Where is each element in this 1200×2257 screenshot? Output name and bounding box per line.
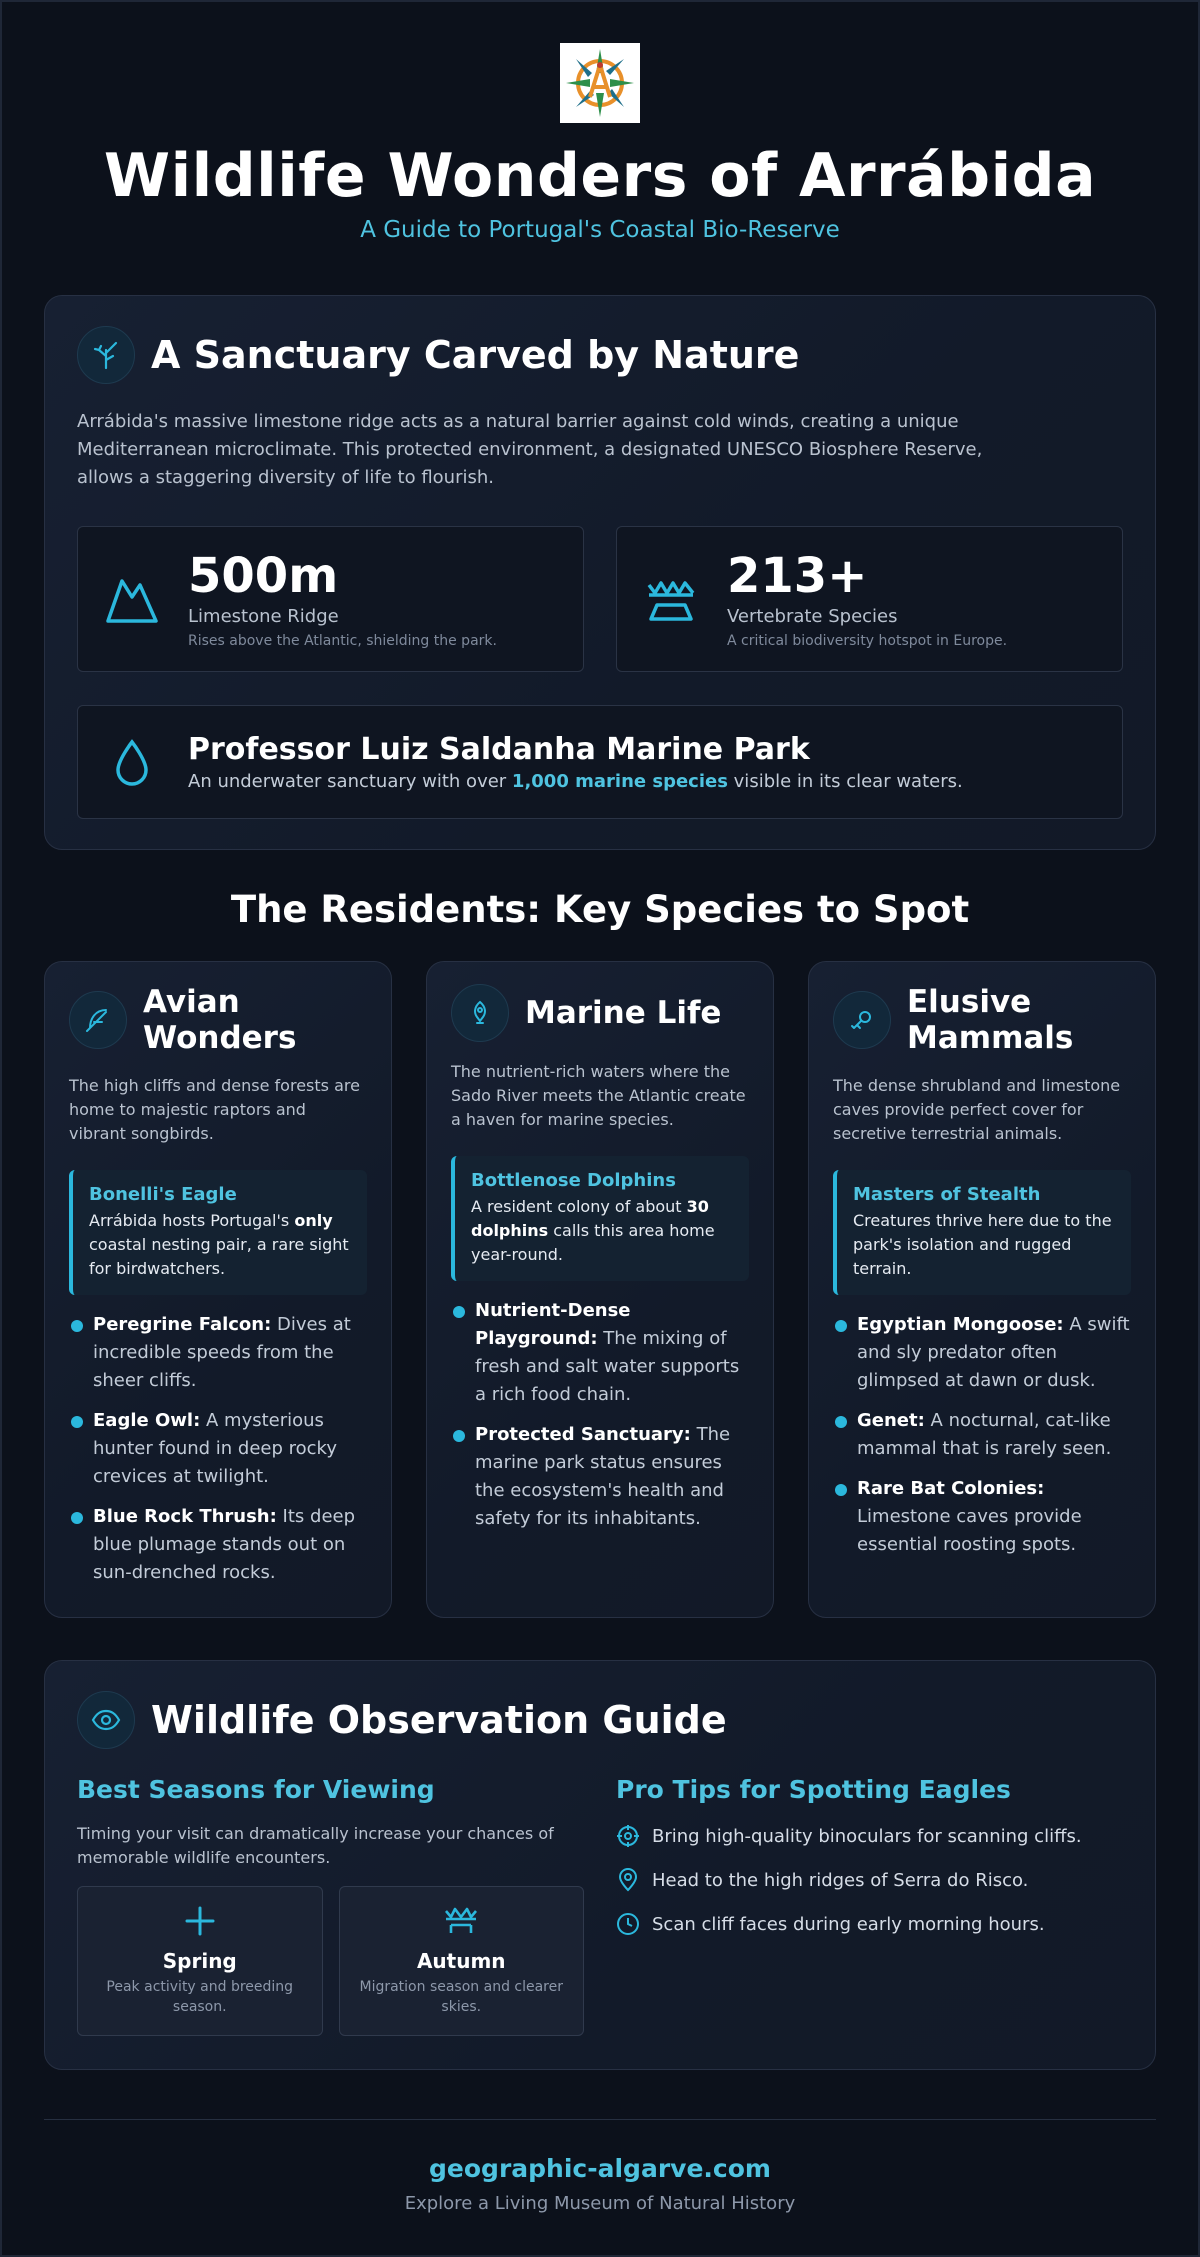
tips-heading: Pro Tips for Spotting Eagles — [616, 1775, 1011, 1804]
callout-title: Bottlenose Dolphins — [471, 1170, 676, 1191]
crown-icon — [643, 571, 699, 627]
stat-value: 213+ — [727, 547, 868, 604]
callout — [69, 1170, 367, 1295]
list-item: Eagle Owl: A mysterious hunter found in deep rocky crevices at twilight. — [69, 1407, 367, 1491]
avian-card — [44, 961, 392, 1618]
callout-text: A resident colony of about 30 dolphins calls this area home year-round. — [471, 1197, 715, 1264]
page-subtitle: A Guide to Portugal's Coastal Bio-Reserve — [360, 217, 840, 243]
residents-title: The Residents: Key Species to Spot — [230, 888, 970, 931]
clock-icon — [616, 1912, 640, 1936]
tip-text: Head to the high ridges of Serra do Risco. — [652, 1869, 1029, 1891]
season-name: Spring — [162, 1949, 237, 1973]
sanctuary-section — [44, 295, 1156, 850]
tip-text: Scan cliff faces during early morning hours. — [652, 1913, 1045, 1935]
stat-label: Vertebrate Species — [727, 605, 898, 627]
footer-tagline: Explore a Living Museum of Natural History — [404, 2193, 796, 2214]
seasons-desc: Timing your visit can dramatically increase your chances of memorable wildlife encounters. — [77, 1824, 554, 1867]
tip-text: Bring high-quality binoculars for scanning cliffs. — [652, 1825, 1082, 1847]
callout-text: Arrábida hosts Portugal's only coastal nesting pair, a rare sight for birdwatchers. — [89, 1211, 349, 1278]
callout-title: Masters of Stealth — [853, 1184, 1041, 1205]
footer-site-link[interactable]: geographic-algarve.com — [429, 2154, 771, 2183]
eye-icon — [77, 1691, 135, 1749]
list-item: Egyptian Mongoose: A swift and sly predator often glimpsed at dawn or dusk. — [833, 1311, 1131, 1395]
section-title: Wildlife Observation Guide — [151, 1698, 727, 1742]
column-title: Marine Life — [525, 995, 722, 1031]
season-card-autumn — [339, 1886, 585, 2036]
stat-card-ridge — [77, 526, 584, 672]
marine-park-text: An underwater sanctuary with over 1,000 marine species visible in its clear waters. — [188, 771, 963, 792]
mountain-icon — [104, 571, 160, 627]
season-desc: Migration season and clearer skies. — [359, 1979, 563, 2015]
compass-logo — [560, 43, 640, 123]
list-item: Peregrine Falcon: Dives at incredible speeds from the sheer cliffs. — [69, 1311, 367, 1395]
plus-icon — [184, 1905, 216, 1937]
callout-text: Creatures thrive here due to the park's isolation and rugged terrain. — [853, 1211, 1112, 1278]
droplet-icon — [104, 734, 160, 790]
intro-text: Arrábida's massive limestone ridge acts as a natural barrier against cold winds, creating a unique Mediterranean microclimate. This protected environment, a designated UNESCO Biosphere Reserve, allows a staggering diversity of life to flourish. — [77, 411, 983, 488]
callout — [833, 1170, 1131, 1295]
infographic — [44, 0, 1156, 2214]
marine-park-card — [77, 705, 1123, 819]
paw-icon — [833, 991, 891, 1049]
map-pin-icon — [616, 1868, 640, 1892]
list-item: Protected Sanctuary: The marine park status ensures the ecosystem's health and safety for its inhabitants. — [451, 1421, 749, 1533]
column-desc: The nutrient-rich waters where the Sado River meets the Atlantic create a haven for marine species. — [451, 1062, 746, 1129]
callout-title: Bonelli's Eagle — [89, 1184, 237, 1205]
season-name: Autumn — [416, 1949, 506, 1973]
marine-park-title: Professor Luiz Saldanha Marine Park — [188, 732, 810, 767]
stat-note: A critical biodiversity hotspot in Europe. — [727, 632, 1008, 649]
column-desc: The high cliffs and dense forests are home to majestic raptors and vibrant songbirds. — [69, 1076, 360, 1143]
tip-item — [616, 1868, 1123, 1892]
stat-label: Limestone Ridge — [188, 605, 339, 627]
tip-item — [616, 1824, 1123, 1848]
crown-icon — [443, 1905, 479, 1937]
page-title: Wildlife Wonders of Arrábida — [103, 141, 1097, 211]
observation-guide-section — [44, 1660, 1156, 2070]
list-item: Rare Bat Colonies: Limestone caves provide essential roosting spots. — [833, 1475, 1131, 1559]
column-title: Elusive Mammals — [907, 984, 1074, 1056]
fish-icon — [451, 984, 509, 1042]
marine-species-highlight: 1,000 marine species — [511, 771, 728, 792]
tip-item — [616, 1912, 1123, 1936]
list-item: Blue Rock Thrush: Its deep blue plumage stands out on sun-drenched rocks. — [69, 1503, 367, 1587]
stat-note: Rises above the Atlantic, shielding the park. — [188, 632, 497, 649]
list-item: Genet: A nocturnal, cat-like mammal that is rarely seen. — [833, 1407, 1131, 1463]
marine-life-card — [426, 961, 774, 1618]
section-title: A Sanctuary Carved by Nature — [151, 333, 800, 377]
season-card-spring — [77, 1886, 323, 2036]
footer — [44, 2119, 1156, 2214]
stat-value: 500m — [188, 547, 339, 604]
callout — [451, 1156, 749, 1281]
column-title: Avian Wonders — [143, 984, 297, 1056]
list-item: Nutrient-Dense Playground: The mixing of fresh and salt water supports a rich food chain. — [451, 1297, 749, 1409]
stat-card-species — [616, 526, 1123, 672]
crosshair-icon — [616, 1824, 640, 1848]
mammals-card — [808, 961, 1156, 1618]
column-desc: The dense shrubland and limestone caves provide perfect cover for secretive terrestrial animals. — [833, 1076, 1121, 1143]
season-desc: Peak activity and breeding season. — [106, 1979, 294, 2015]
feather-icon — [69, 991, 127, 1049]
seasons-heading: Best Seasons for Viewing — [77, 1775, 435, 1804]
tree-icon — [77, 326, 135, 384]
